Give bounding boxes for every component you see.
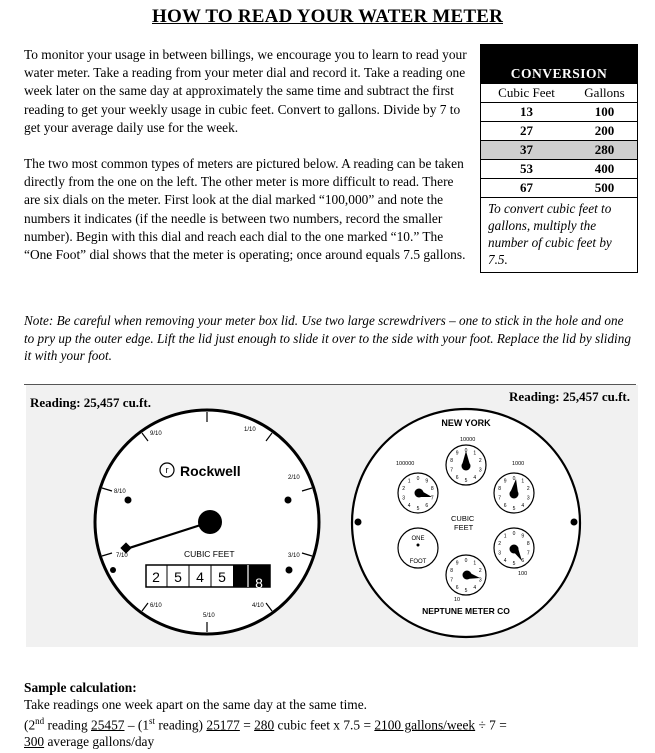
intro-paragraph-1: To monitor your usage in between billings, we encourage you to learn to read your water meter. Take a reading from your meter dial and record it. Take a reading one week later on the same day at approximately the same time and subtract the first reading to get your weekly usage in cubic feet. Convert to gallons. Divide by 7 to get your average daily use for the week.: [24, 47, 467, 135]
dial-label: 1000: [512, 461, 525, 467]
tick-label: 1/10: [244, 427, 256, 433]
brand-name: Rockwell: [180, 463, 241, 479]
dial-digit: 6: [455, 474, 459, 481]
tick-label: 9/10: [150, 431, 162, 437]
one-foot-label: FOOT: [409, 559, 427, 565]
calc-heading: Sample calculation:: [24, 680, 137, 695]
conversion-grid: [481, 84, 637, 198]
second-reading-value: 25457: [91, 717, 125, 733]
dial-digit: 9: [521, 533, 525, 540]
unit-label: CUBIC FEET: [184, 549, 235, 559]
dial-digit: 2: [478, 458, 482, 465]
odometer-digit: 8: [255, 575, 263, 591]
column-header-gallons: Gallons: [572, 84, 637, 103]
dial-digit: 9: [503, 478, 507, 485]
tick-label: 2/10: [288, 475, 300, 481]
calc-text: cubic feet x 7.5 =: [274, 717, 375, 733]
calc-text: reading: [44, 717, 92, 733]
meter-bottom-label: NEPTUNE METER CO: [422, 606, 510, 616]
calc-text: – (1: [124, 717, 150, 733]
dial-digit: 5: [464, 477, 468, 484]
intro-text: [24, 46, 472, 282]
meters-drawing: [26, 385, 638, 647]
tick-label: 3/10: [288, 553, 300, 559]
dial-pointer-hub: [510, 545, 519, 554]
tick-label: 7/10: [116, 553, 128, 559]
dial-digit: 8: [498, 486, 502, 493]
dial-digit: 7: [526, 550, 530, 557]
intro-paragraph-2: The two most common types of meters are pictured below. A reading can be taken directly from the one on the left. The other meter is more difficult to read. There are six dials on the meter. First look at the dial marked “100,000” and note the numbers it indicates (if the needle is between two numbers, record the smaller number). Begin with this dial and reach each dial to the one marked “10.” The “One Foot” dial shows that the meter is operating; once around equals 7.5 gallons.: [24, 156, 466, 263]
column-header-cubic-feet: Cubic Feet: [481, 84, 572, 103]
cubic-feet-cell: 37: [481, 141, 572, 160]
dial-digit: 4: [521, 502, 525, 509]
dial-digit: 2: [478, 568, 482, 575]
dial-digit: 7: [450, 577, 454, 584]
daily-gallons-result: 300: [24, 733, 45, 749]
calc-text: reading): [155, 717, 207, 733]
left-meter-reading: Reading: 25,457 cu.ft.: [30, 395, 151, 410]
tick-label: 5/10: [203, 613, 215, 619]
dial-digit: 7: [450, 467, 454, 474]
dial-label: 100: [518, 571, 528, 577]
tick-label: 8/10: [114, 489, 126, 495]
dial-digit: 3: [526, 495, 530, 502]
gallons-cell: 400: [572, 160, 637, 179]
dial-digit: 2: [526, 486, 530, 493]
dial-digit: 3: [478, 467, 482, 474]
dial-digit: 5: [512, 505, 516, 512]
cubic-feet-cell: 27: [481, 122, 572, 141]
dial-digit: 1: [521, 478, 525, 485]
dial-label: 10000: [460, 437, 476, 443]
cubic-feet-cell: 13: [481, 103, 572, 122]
neptune-meter: [352, 409, 580, 637]
mount-hole: [110, 567, 116, 573]
dial-digit: 8: [526, 541, 530, 548]
sample-calculation: [24, 680, 634, 750]
dial-digit: 3: [478, 577, 482, 584]
dial-digit: 2: [402, 486, 406, 493]
dial-digit: 8: [450, 458, 454, 465]
calc-line-2: [24, 713, 634, 734]
dial-digit: 1: [473, 560, 477, 567]
calc-text: (2: [24, 717, 36, 733]
ordinal-suffix: nd: [35, 716, 45, 726]
calc-line-1: Take readings one week apart on the same day at the same time.: [24, 696, 367, 712]
dial-digit: 1: [473, 450, 477, 457]
cubic-feet-cell: 67: [481, 179, 572, 198]
dial-digit: 3: [498, 550, 502, 557]
tick-label: 6/10: [150, 603, 162, 609]
dial-digit: 3: [402, 495, 406, 502]
dial-digit: 8: [430, 486, 434, 493]
calc-line-3: [24, 734, 634, 751]
cubic-feet-result: 280: [254, 717, 275, 733]
dial-digit: 4: [407, 502, 411, 509]
dial-digit: 9: [455, 450, 459, 457]
calc-text: =: [239, 717, 255, 733]
rockwell-meter: [95, 410, 319, 634]
dial-pointer-hub: [463, 571, 472, 580]
gallons-cell: 500: [572, 179, 637, 198]
meters-illustration: [26, 385, 638, 647]
calc-text: ÷ 7 =: [475, 717, 507, 733]
gallons-cell: 280: [572, 141, 637, 160]
center-label: CUBIC: [451, 514, 475, 523]
gallons-cell: 100: [572, 103, 637, 122]
dial-pointer-hub: [510, 490, 519, 499]
dial-digit: 2: [498, 541, 502, 548]
table-row: [481, 160, 637, 179]
page-title: HOW TO READ YOUR WATER METER: [151, 6, 503, 27]
dial-label: 100000: [396, 461, 415, 467]
dial-digit: 7: [430, 495, 434, 502]
mount-hole: [125, 497, 132, 504]
dial-digit: 0: [512, 530, 516, 537]
weekly-gallons-result: 2100 gallons/week: [374, 717, 476, 733]
dial-digit: 6: [521, 557, 525, 564]
odometer-digit: 2: [152, 569, 160, 585]
center-label: FEET: [454, 523, 474, 532]
conversion-heading: CONVERSION: [481, 45, 637, 84]
dial-digit: 9: [455, 560, 459, 567]
dial-digit: 0: [416, 475, 420, 482]
tick-label: 4/10: [252, 603, 264, 609]
calc-text: average gallons/day: [44, 733, 155, 749]
dial-digit: 0: [464, 447, 468, 454]
conversion-note: To convert cubic feet to gallons, multiply the number of cubic feet by 7.5.: [488, 201, 612, 267]
odometer-digit: 5: [218, 569, 226, 585]
dial-label: 10: [454, 597, 461, 603]
dial-digit: 5: [416, 505, 420, 512]
odometer-digit: 4: [196, 569, 204, 585]
mount-hole: [571, 519, 578, 526]
dial-digit: 0: [512, 475, 516, 482]
odometer: [146, 565, 270, 591]
first-reading-value: 25177: [206, 717, 240, 733]
dial-digit: 8: [450, 568, 454, 575]
dial-digit: 7: [498, 495, 502, 502]
dial-digit: 5: [464, 587, 468, 594]
needle-hub: [198, 510, 222, 534]
dial-pointer-hub: [415, 489, 424, 498]
dial-digit: 6: [455, 584, 459, 591]
dial-digit: 4: [473, 474, 477, 481]
right-meter-reading: Reading: 25,457 cu.ft.: [509, 389, 630, 404]
dial-digit: 5: [512, 560, 516, 567]
dial-digit: 9: [425, 478, 429, 485]
table-row: [481, 122, 637, 141]
mount-hole: [286, 567, 293, 574]
dial-digit: 1: [407, 478, 411, 485]
table-row: [481, 103, 637, 122]
conversion-table: [480, 44, 638, 273]
safety-note: Note: Be careful when removing your meter box lid. Use two large screwdrivers – one to stick in the hole and one to pry up the outer edge. Lift the lid just enough to slide it over to the side with your foot. Replace the lid by sliding it with your foot.: [24, 313, 631, 363]
dial-digit: 1: [503, 533, 507, 540]
odometer-digit: 5: [174, 569, 182, 585]
one-foot-center: [417, 544, 420, 547]
table-row-highlighted: [481, 141, 637, 160]
table-row: [481, 179, 637, 198]
dial-digit: 6: [503, 502, 507, 509]
dial-digit: 4: [473, 584, 477, 591]
mount-hole: [285, 497, 292, 504]
dial-digit: 6: [425, 502, 429, 509]
dial-digit: 4: [503, 557, 507, 564]
dial-digit: 0: [464, 557, 468, 564]
ordinal-suffix: st: [149, 716, 156, 726]
gallons-cell: 200: [572, 122, 637, 141]
meter-top-label: NEW YORK: [441, 418, 491, 428]
brand-mark-letter: r: [165, 465, 169, 475]
one-foot-label: ONE: [411, 536, 425, 542]
cubic-feet-cell: 53: [481, 160, 572, 179]
mount-hole: [355, 519, 362, 526]
dial-pointer-hub: [462, 462, 471, 471]
